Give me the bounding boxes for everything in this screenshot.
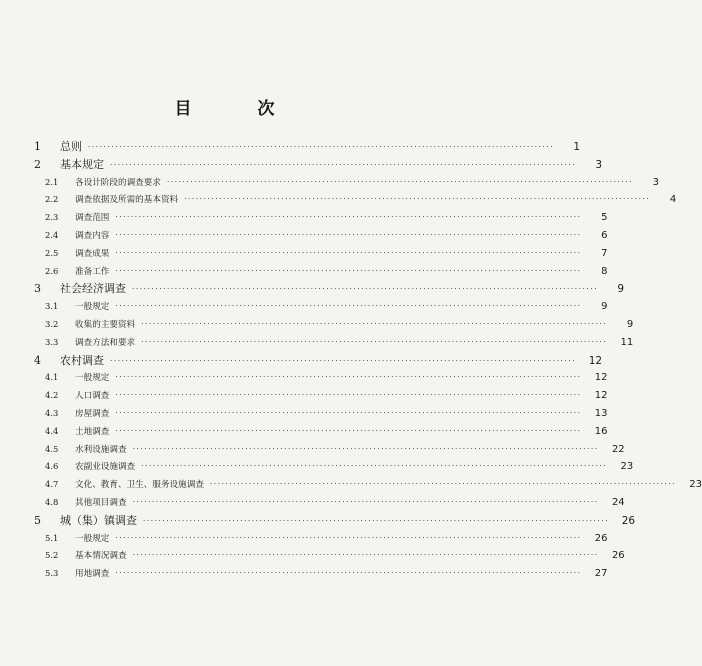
toc-entry-page-number: 11 xyxy=(620,336,634,348)
toc-entry-number: 4.7 xyxy=(45,479,59,490)
dot-leader: ························································································································ xyxy=(115,390,582,400)
toc-entry-title: 调查内容 xyxy=(75,230,110,241)
toc-entry-number: 4.4 xyxy=(45,425,59,436)
dot-leader: ························································································································ xyxy=(141,336,608,346)
toc-entry-page-number: 23 xyxy=(620,461,634,473)
toc-entry-number: 4.1 xyxy=(45,372,59,383)
dot-leader: ························································································································ xyxy=(132,443,599,453)
toc-section-entry xyxy=(30,263,608,281)
toc-entry-page-number: 26 xyxy=(594,532,608,544)
toc-entry-title: 土地调查 xyxy=(75,426,110,437)
toc-entry-number: 2.2 xyxy=(45,194,59,205)
toc-section-entry xyxy=(30,316,634,334)
toc-entry-number: 5.1 xyxy=(45,532,59,543)
toc-section-entry xyxy=(30,245,608,263)
toc-entry-title: 调查方法和要求 xyxy=(75,337,136,348)
toc-entry-page-number: 6 xyxy=(601,229,608,241)
toc-entry-title: 总则 xyxy=(60,140,82,153)
dot-leader: ························································································································ xyxy=(141,318,608,328)
toc-entry-page-number: 23 xyxy=(689,479,702,491)
toc-entry-title: 调查依据及所需的基本资料 xyxy=(75,195,179,206)
toc-section-entry xyxy=(30,423,608,441)
dot-leader: ························································································································ xyxy=(132,284,599,294)
toc-entry-number: 5.2 xyxy=(45,550,59,561)
toc-entry-number: 3.1 xyxy=(45,301,59,312)
toc-entry-page-number: 9 xyxy=(601,301,608,313)
toc-entry-title: 基本情况调查 xyxy=(75,551,127,562)
toc-entry-number: 4.3 xyxy=(45,407,59,418)
toc-entry-page-number: 3 xyxy=(652,176,660,188)
toc-chapter-entry xyxy=(30,138,581,156)
toc-entry-page-number: 3 xyxy=(595,158,603,171)
dot-leader: ························································································································ xyxy=(141,461,608,471)
toc-chapter-entry xyxy=(30,512,636,530)
toc-entry-title: 人口调查 xyxy=(75,391,110,402)
toc-entry-page-number: 5 xyxy=(601,212,608,224)
dot-leader: ························································································································ xyxy=(110,355,577,365)
toc-entry-title: 水利设施调查 xyxy=(75,444,127,455)
dot-leader: ························································································································ xyxy=(115,425,582,435)
dot-leader: ························································································································ xyxy=(132,550,599,560)
toc-entry-page-number: 26 xyxy=(611,550,625,562)
toc-section-entry xyxy=(30,209,608,227)
toc-entry-number: 2 xyxy=(34,157,41,171)
toc-entry-title: 收集的主要资料 xyxy=(75,319,136,330)
toc-entry-title: 各设计阶段的调查要求 xyxy=(75,177,161,188)
dot-leader: ························································································································ xyxy=(143,515,610,525)
toc-entry-number: 4.6 xyxy=(45,461,59,472)
dot-leader: ························································································································ xyxy=(115,212,582,222)
dot-leader: ························································································································ xyxy=(115,229,582,239)
toc-entry-number: 5.3 xyxy=(45,568,59,579)
toc-section-entry xyxy=(30,405,608,423)
toc-entry-page-number: 24 xyxy=(611,496,625,508)
toc-section-entry xyxy=(30,174,660,192)
toc-entry-title: 调查成果 xyxy=(75,248,110,259)
toc-entry-page-number: 26 xyxy=(621,514,636,527)
toc-entry-page-number: 12 xyxy=(594,372,608,384)
dot-leader: ························································································································ xyxy=(115,568,582,578)
toc-section-entry xyxy=(30,530,608,548)
toc-entry-title: 农村调查 xyxy=(60,353,104,367)
toc-entry-page-number: 9 xyxy=(626,318,634,330)
toc-section-entry xyxy=(30,458,634,476)
toc-section-entry xyxy=(30,191,677,209)
toc-entry-page-number: 12 xyxy=(588,354,603,367)
toc-section-entry xyxy=(30,227,608,245)
toc-entry-number: 4.2 xyxy=(45,390,59,401)
dot-leader: ························································································································ xyxy=(115,247,582,257)
toc-entry-title: 农副业设施调查 xyxy=(75,462,136,473)
toc-entry-number: 2.1 xyxy=(45,176,59,187)
dot-leader: ························································································································ xyxy=(115,372,582,382)
toc-entry-number: 2.5 xyxy=(45,247,59,258)
toc-entry-number: 4.8 xyxy=(45,496,59,507)
dot-leader: ························································································································ xyxy=(115,265,582,275)
toc-chapter-entry xyxy=(30,280,625,298)
dot-leader: ························································································································ xyxy=(209,479,677,489)
toc-entry-page-number: 8 xyxy=(601,265,608,277)
toc-entry-page-number: 27 xyxy=(594,568,608,580)
toc-entry-page-number: 12 xyxy=(594,390,608,402)
toc-entry-title: 用地调查 xyxy=(75,569,110,580)
dot-leader: ························································································································ xyxy=(110,159,577,169)
toc-chapter-entry xyxy=(30,352,603,370)
toc-entry-number: 3.2 xyxy=(45,318,59,329)
toc-section-entry xyxy=(30,476,702,494)
toc-entry-title: 房屋调查 xyxy=(75,408,110,419)
toc-section-entry xyxy=(30,547,625,565)
toc-entry-number: 3 xyxy=(34,282,41,296)
toc-chapter-entry xyxy=(30,156,603,174)
toc-entry-page-number: 4 xyxy=(669,194,677,206)
toc-entry-number: 2.3 xyxy=(45,212,59,223)
toc-entry-page-number: 1 xyxy=(573,141,581,153)
toc-section-entry xyxy=(30,494,625,512)
toc-entry-number: 4.5 xyxy=(45,443,59,454)
toc-entry-page-number: 13 xyxy=(594,407,608,419)
toc-entry-number: 5 xyxy=(34,513,41,527)
dot-leader: ························································································································ xyxy=(88,142,555,151)
dot-leader: ························································································································ xyxy=(115,532,582,542)
table-of-contents xyxy=(30,138,702,583)
toc-entry-number: 3.3 xyxy=(45,336,59,347)
toc-section-entry xyxy=(30,565,608,583)
toc-entry-title: 调查范围 xyxy=(75,213,110,224)
toc-entry-title: 一般规定 xyxy=(75,302,110,313)
toc-entry-title: 文化、教育、卫生、服务设施调查 xyxy=(75,480,204,491)
toc-entry-page-number: 16 xyxy=(594,425,608,437)
toc-section-entry xyxy=(30,369,608,387)
dot-leader: ························································································································ xyxy=(115,301,582,311)
dot-leader: ························································································································ xyxy=(166,176,634,186)
dot-leader: ························································································································ xyxy=(115,407,582,417)
toc-entry-number: 1 xyxy=(34,140,41,153)
toc-entry-page-number: 7 xyxy=(601,247,608,259)
toc-entry-title: 基本规定 xyxy=(60,157,104,171)
toc-entry-number: 4 xyxy=(34,353,41,367)
toc-section-entry xyxy=(30,441,625,459)
toc-entry-title: 城（集）镇调查 xyxy=(60,513,137,527)
dot-leader: ························································································································ xyxy=(132,496,599,506)
dot-leader: ························································································································ xyxy=(184,194,651,204)
toc-entry-number: 2.4 xyxy=(45,229,59,240)
toc-entry-title: 准备工作 xyxy=(75,266,110,277)
toc-section-entry xyxy=(30,298,608,316)
toc-entry-title: 一般规定 xyxy=(75,373,110,384)
toc-section-entry xyxy=(30,334,634,352)
toc-entry-number: 2.6 xyxy=(45,265,59,276)
toc-entry-page-number: 9 xyxy=(617,283,625,296)
toc-section-entry xyxy=(30,387,608,405)
toc-entry-title: 一般规定 xyxy=(75,533,110,544)
page-title: 目 次 xyxy=(174,99,305,119)
toc-entry-title: 社会经济调查 xyxy=(60,282,126,296)
toc-entry-page-number: 22 xyxy=(611,443,625,455)
toc-entry-title: 其他项目调查 xyxy=(75,497,127,508)
